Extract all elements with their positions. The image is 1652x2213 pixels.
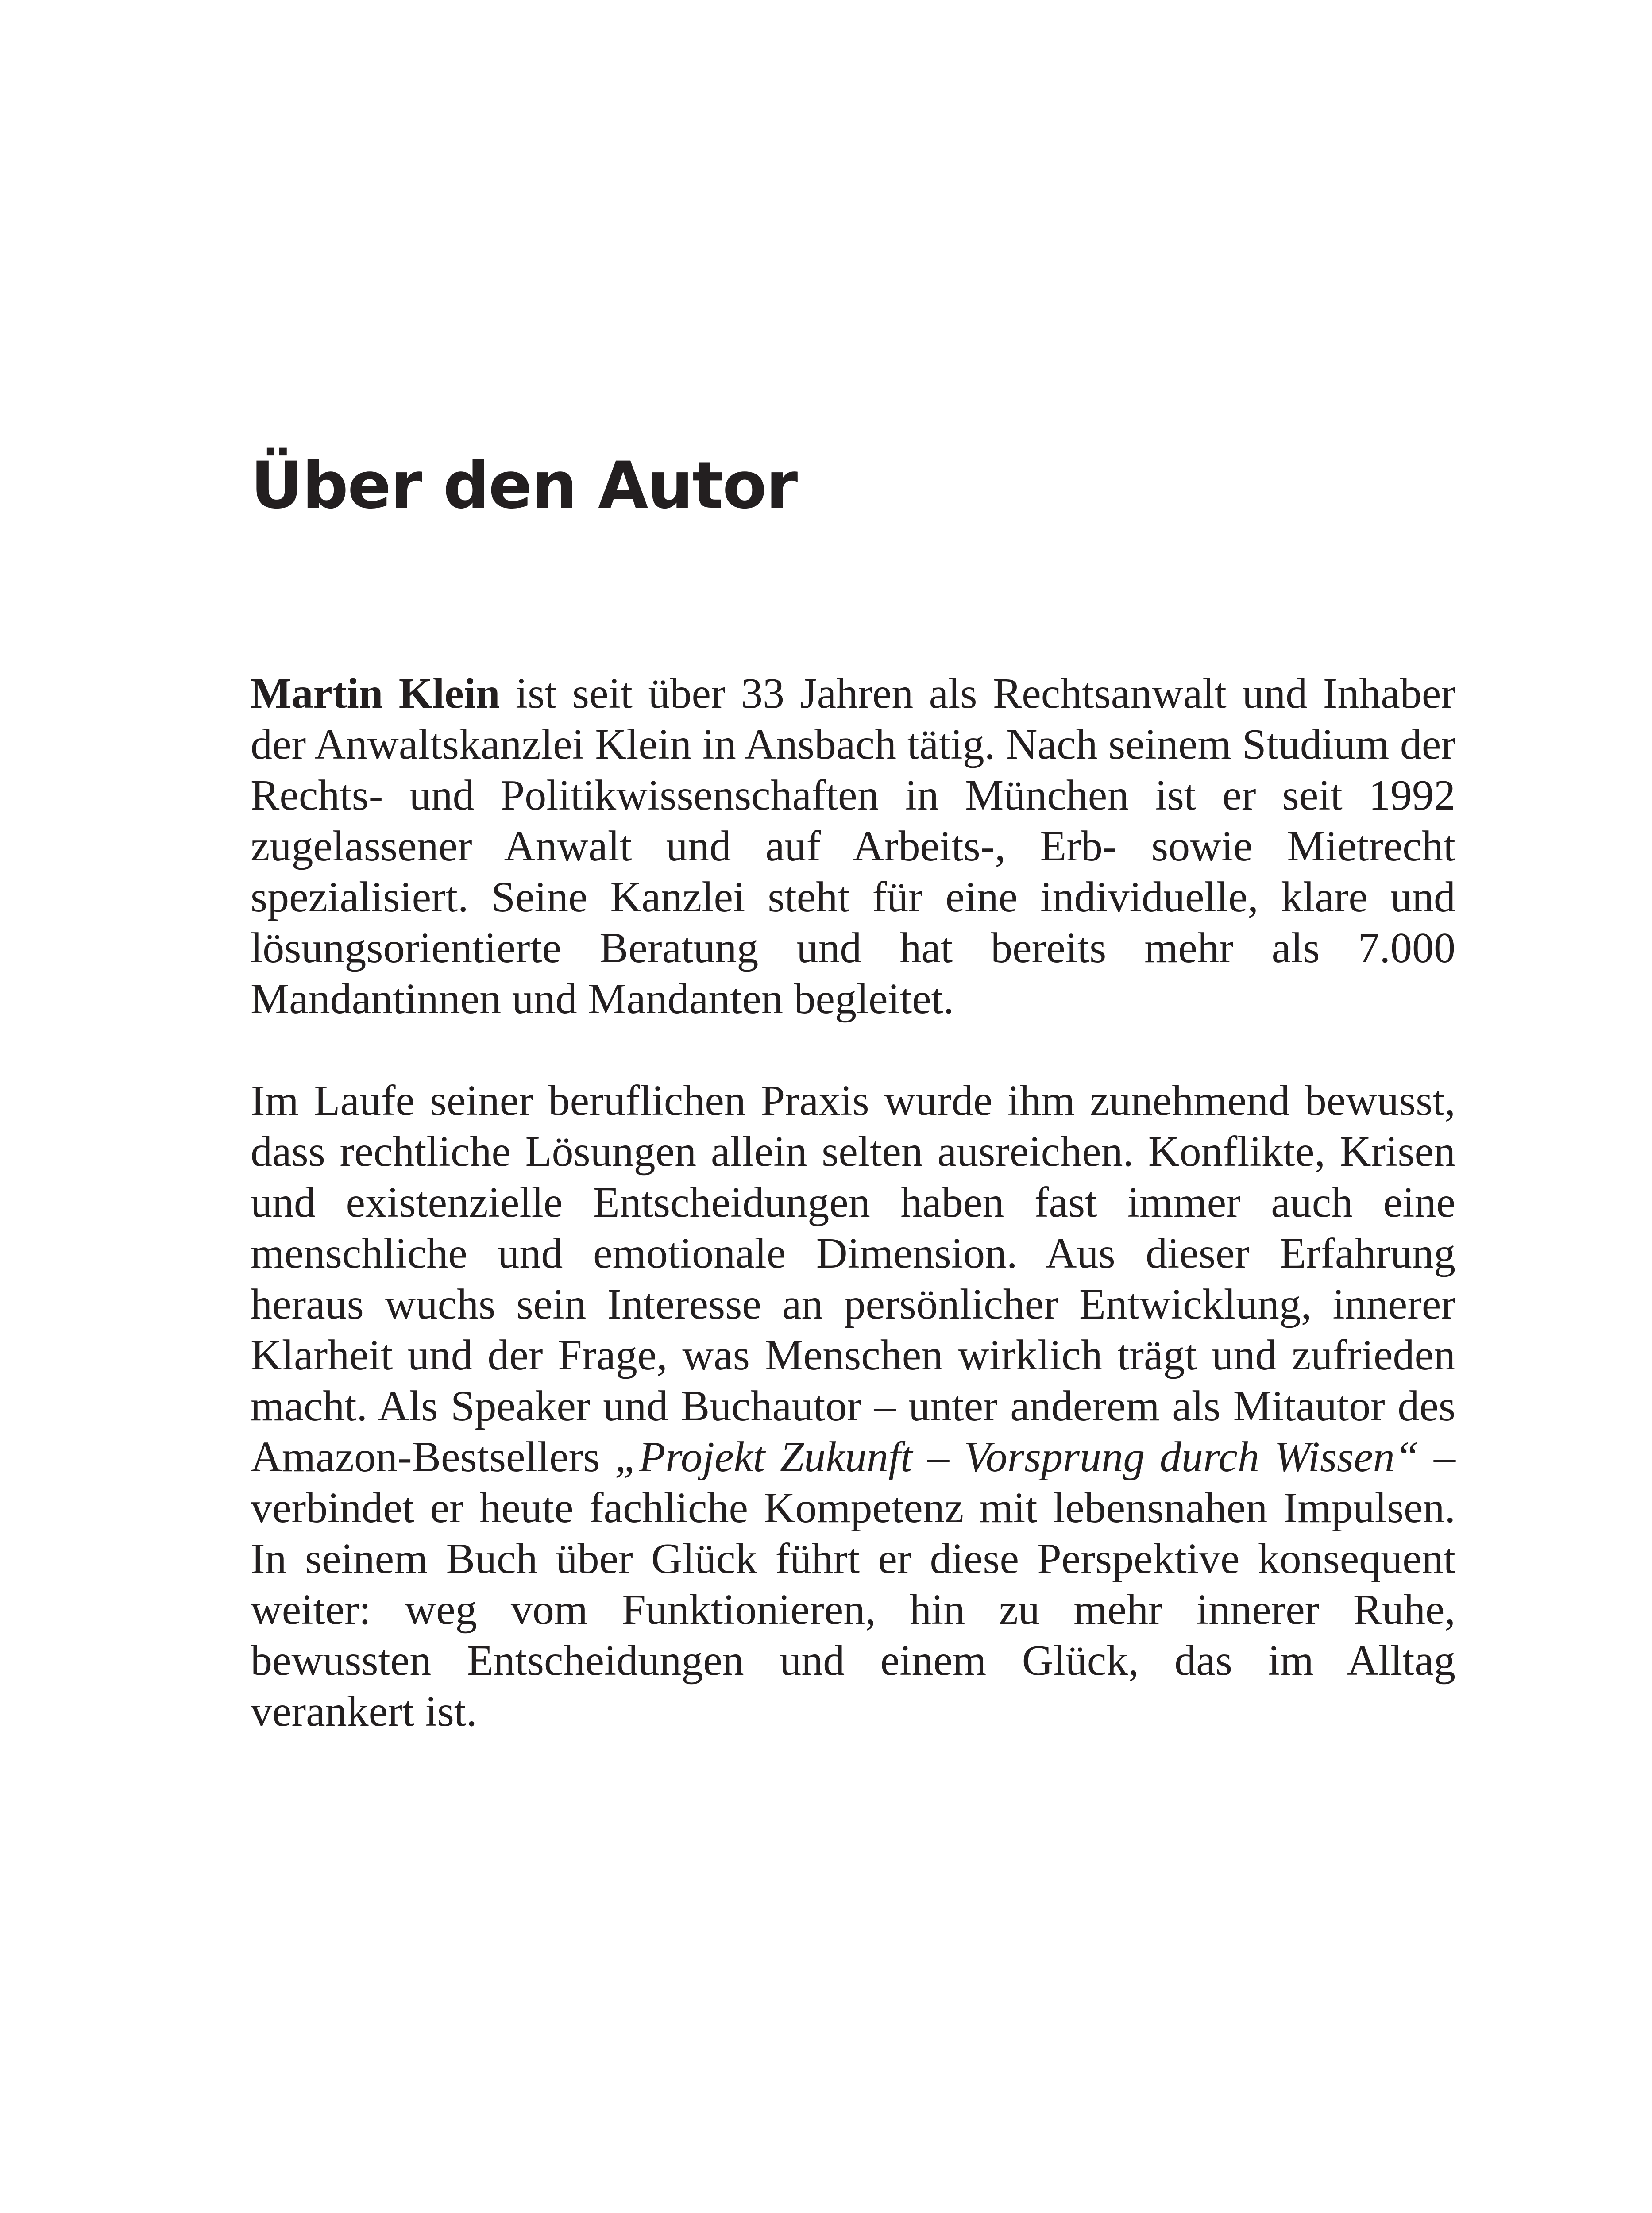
book-title: „Projekt Zukunft – Vorsprung durch Wissen“: [614, 1433, 1419, 1481]
bio-paragraph-1: [251, 668, 1455, 1025]
page-title: Über den Autor: [251, 448, 797, 523]
author-bio: [251, 668, 1455, 1737]
bio-paragraph-1-text: ist seit über 33 Jahren als Rechtsanwalt und Inhaber der Anwaltskanzlei Klein in Ansbach tätig. Nach seinem Studium der Rechts- und Politikwissenschaften in München ist er seit 1992 zugelassener Anwalt und auf Arbeits-, Erb- sowie Mietrecht spezialisiert. Seine Kanzlei steht für eine individuelle, klare und lösungsorientierte Beratung und hat bereits mehr als 7.000 Mandantinnen und Mandanten begleitet.: [251, 670, 1456, 1023]
bio-paragraph-2-text-before: Im Laufe seiner beruflichen Praxis wurde ihm zunehmend bewusst, dass rechtliche Lösungen allein selten ausreichen. Konflikte, Krisen und existenzielle Entscheidungen haben fast immer auch eine menschliche und emotionale Dimension. Aus dieser Erfahrung heraus wuchs sein Interesse an persönlicher Entwicklung, innerer Klarheit und der Frage, was Menschen wirklich trägt und zufrieden macht. Als Speaker und Buchautor – unter anderem als Mitautor des Amazon-Bestsellers: [251, 1077, 1455, 1481]
author-name: Martin Klein: [251, 670, 500, 717]
bio-paragraph-2-text-after: – verbindet er heute fachliche Kompetenz mit lebensnahen Impulsen. In seinem Buch über Glück führt er diese Perspektive konsequent weiter: weg vom Funktionieren, hin zu mehr innerer Ruhe, bewussten Entscheidungen und einem Glück, das im Alltag verankert ist.: [251, 1433, 1456, 1735]
bio-paragraph-2: [251, 1076, 1455, 1737]
